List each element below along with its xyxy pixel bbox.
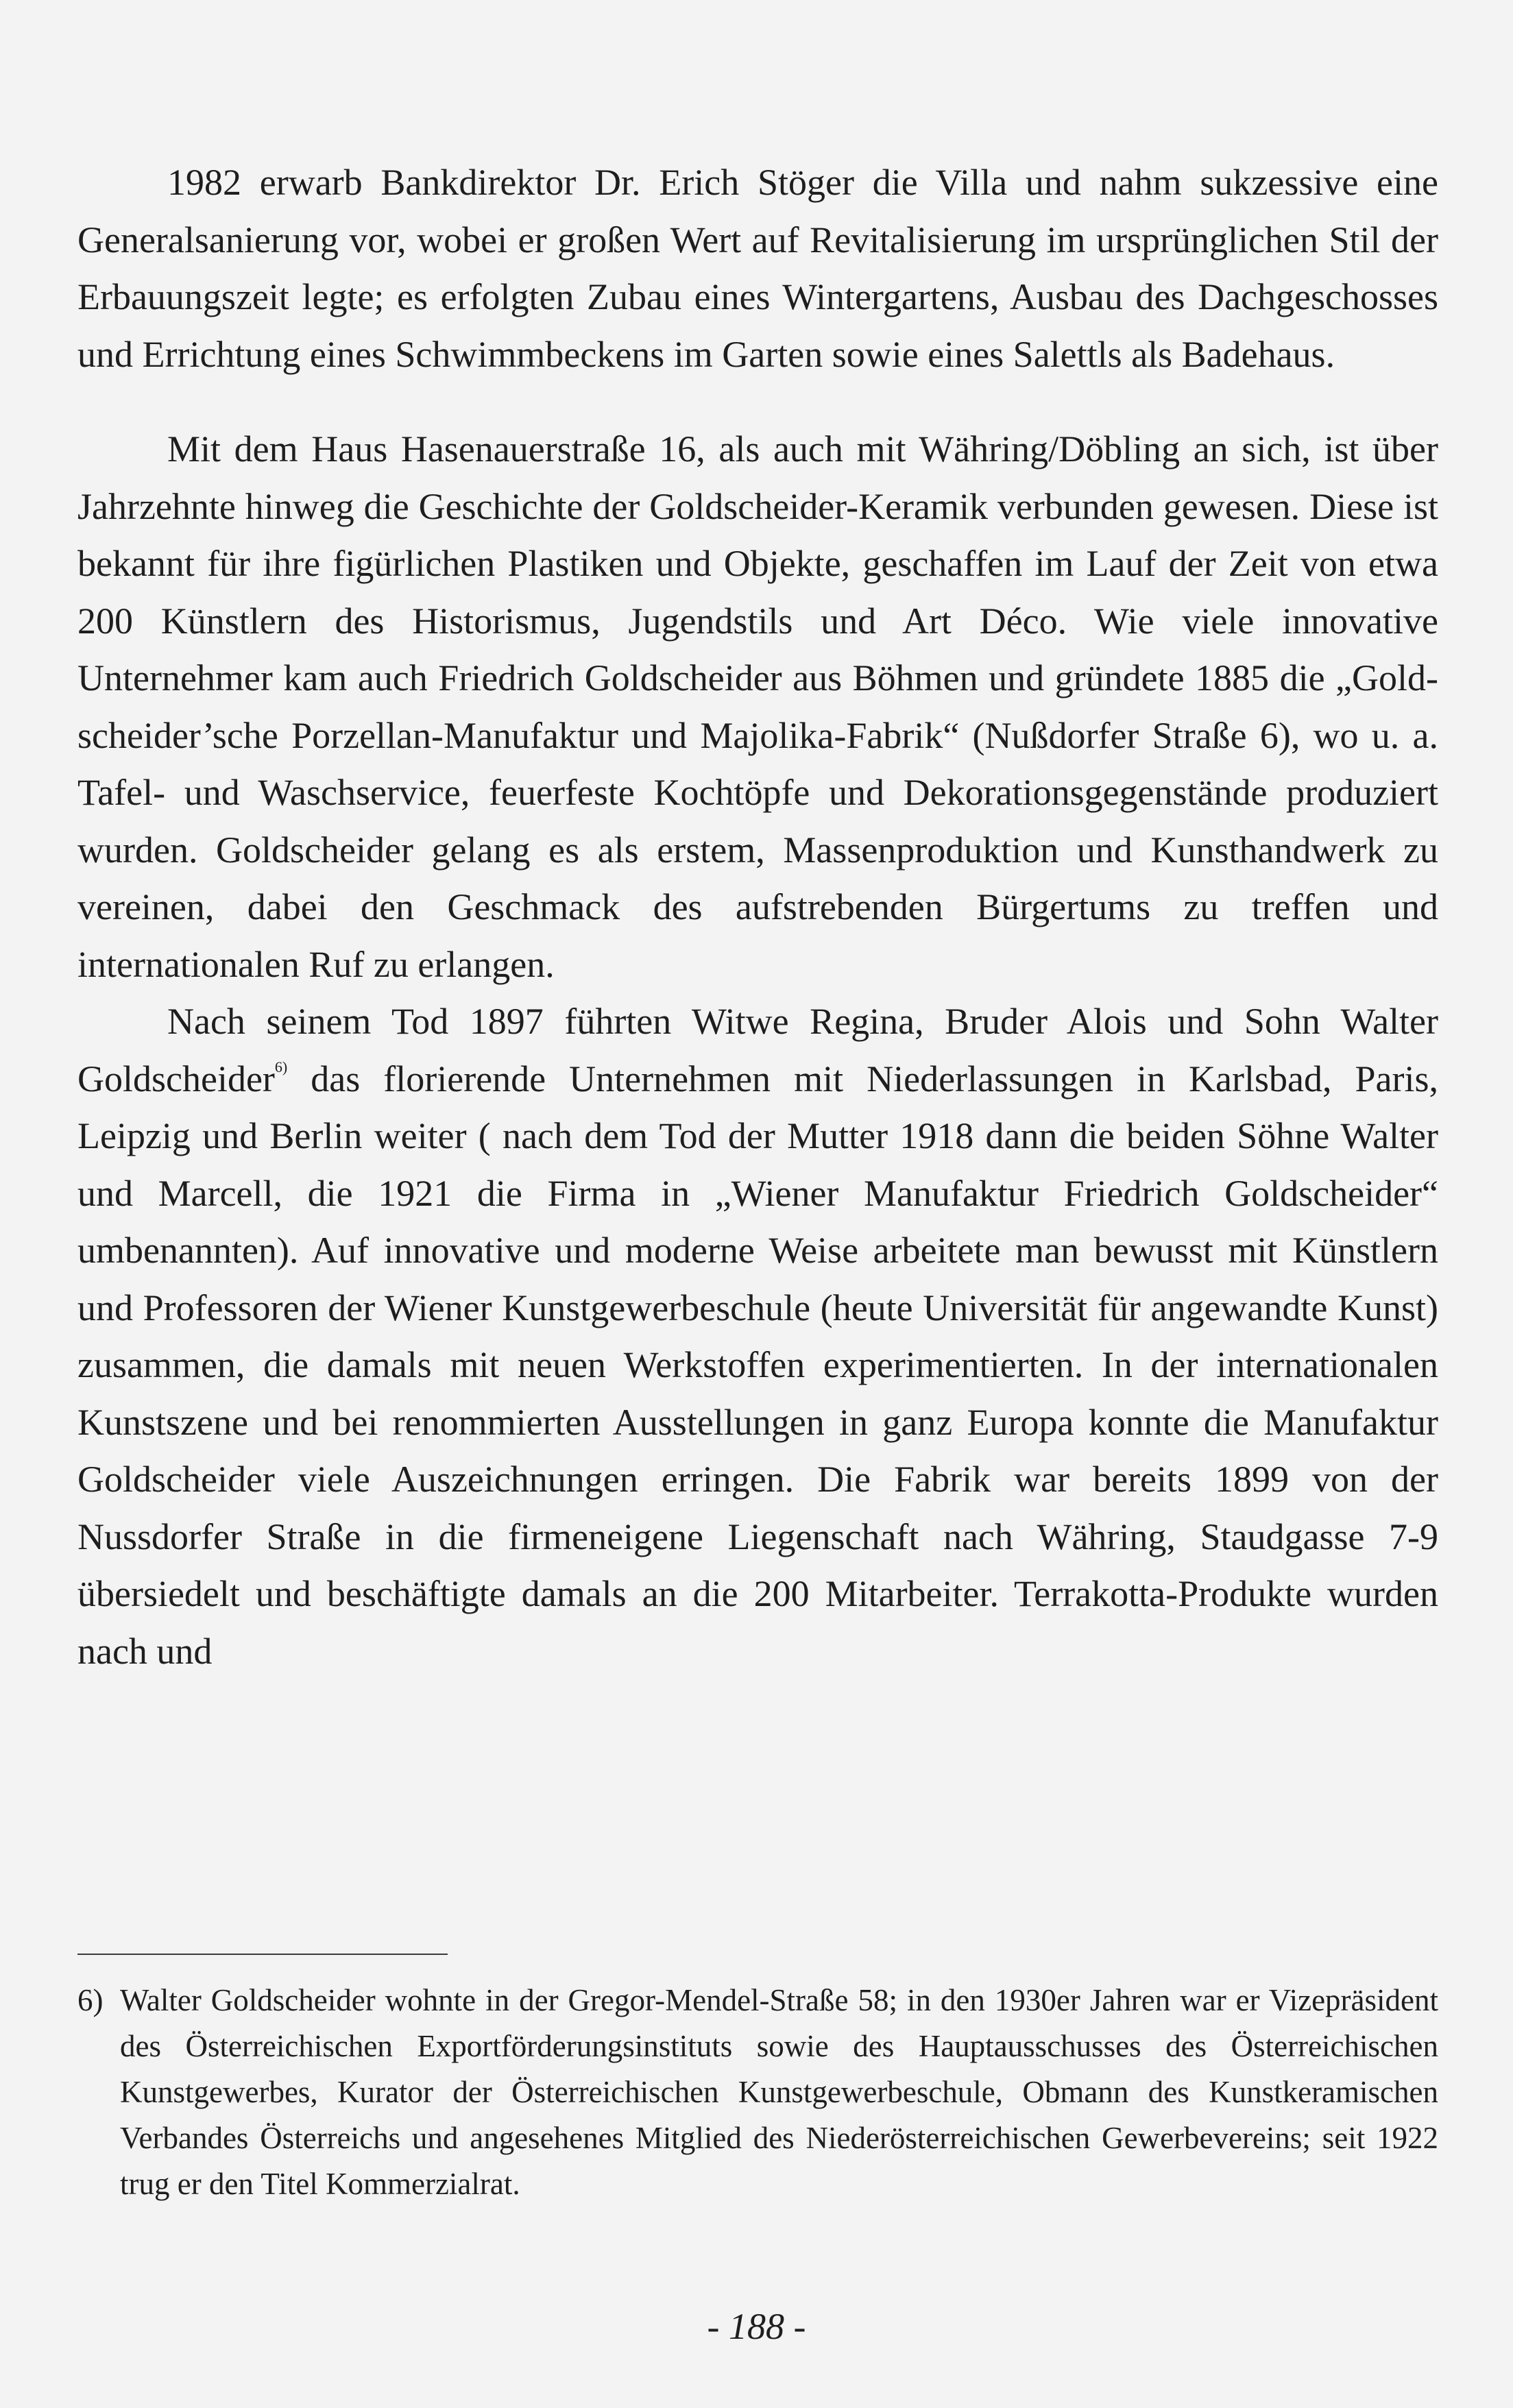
paragraph-3 [77,993,1438,1680]
paragraph-3-rest: das florierende Unternehmen mit Niederlassungen in Karlsbad, Paris, Leipzig und Berlin weiter ( nach dem Tod der Mutter 1918 dann die beiden Söhne Walter und Marcell, die 1921 die Firma in „Wiener Manufaktur Friedrich Goldscheider“ umbenannten). Auf innovative und moderne Weise arbeitete man bewusst mit Künstlern und Professoren der Wiener Kunstgewerbeschule (heute Universität für angewandte Kunst) zusammen, die damals mit neuen Werkstoffen experimentierten. In der internationalen Kunstszene und bei renommierten Ausstellungen in ganz Europa konnte die Manufaktur Goldscheider viele Auszeichnungen erringen. Die Fabrik war bereits 1899 von der Nussdorfer Straße in die firmeneigene Liegenschaft nach Währing, Staudgasse 7-9 übersiedelt und beschäftigte damals an die 200 Mitarbeiter. Terrakotta-Produkte wurden nach und [77,1058,1438,1672]
paragraph-2: Mit dem Haus Hasenauerstraße 16, als auch mit Währing/Döbling an sich, ist über Jahrzehnte hinweg die Geschichte der Goldscheider-Keramik verbunden gewesen. Diese ist bekannt für ihre figürlichen Plastiken und Objekte, geschaffen im Lauf der Zeit von etwa 200 Künstlern des Historismus, Jugendstils und Art Déco. Wie viele innovative Unternehmer kam auch Friedrich Goldscheider aus Böhmen und gründete 1885 die „Goldscheider’sche Porzellan-Manufaktur und Majolika-Fabrik“ (Nußdorfer Straße 6), wo u. a. Tafel- und Waschservice, feuerfeste Kochtöpfe und Dekorationsgegenstände produziert wurden. Goldscheider gelang es als erstem, Massenproduktion und Kunsthandwerk zu vereinen, dabei den Geschmack des aufstrebenden Bürgertums zu treffen und internationalen Ruf zu erlangen. [77,428,1438,985]
main-text [77,154,1438,1680]
footnote [77,1978,1438,2207]
footnote-text: Walter Goldscheider wohnte in der Gregor-Mendel-Straße 58; in den 1930er Jahren war er Vizepräsident des Österreichischen Exportförderungsinstituts sowie des Hauptausschusses des Österreichischen Kunstgewerbes, Kurator der Österreichischen Kunstgewerbeschule, Obmann des Kunstkeramischen Verbandes Österreichs und angesehenes Mitglied des Niederösterreichischen Gewerbevereins; seit 1922 trug er den Titel Kommerzialrat. [120,1983,1438,2201]
paragraph-1: 1982 erwarb Bankdirektor Dr. Erich Stöger die Villa und nahm sukzessive eine Generalsanierung vor, wobei er großen Wert auf Revitalisierung im ursprünglichen Stil der Erbauungszeit legte; es erfolgten Zubau eines Wintergartens, Ausbau des Dachgeschosses und Errichtung eines Schwimmbeckens im Garten sowie eines Salettls als Badehaus. [77,162,1438,375]
footnote-number: 6) [77,1983,104,2017]
footnote-reference: 6) [274,1058,288,1075]
footnote-separator [77,1954,448,1955]
page-number: - 188 - [707,2306,806,2347]
paragraph-3-start: Nach seinem Tod 1897 führten Witwe Regina, Bruder Alois und Sohn Walter Goldscheider [77,1001,1438,1099]
